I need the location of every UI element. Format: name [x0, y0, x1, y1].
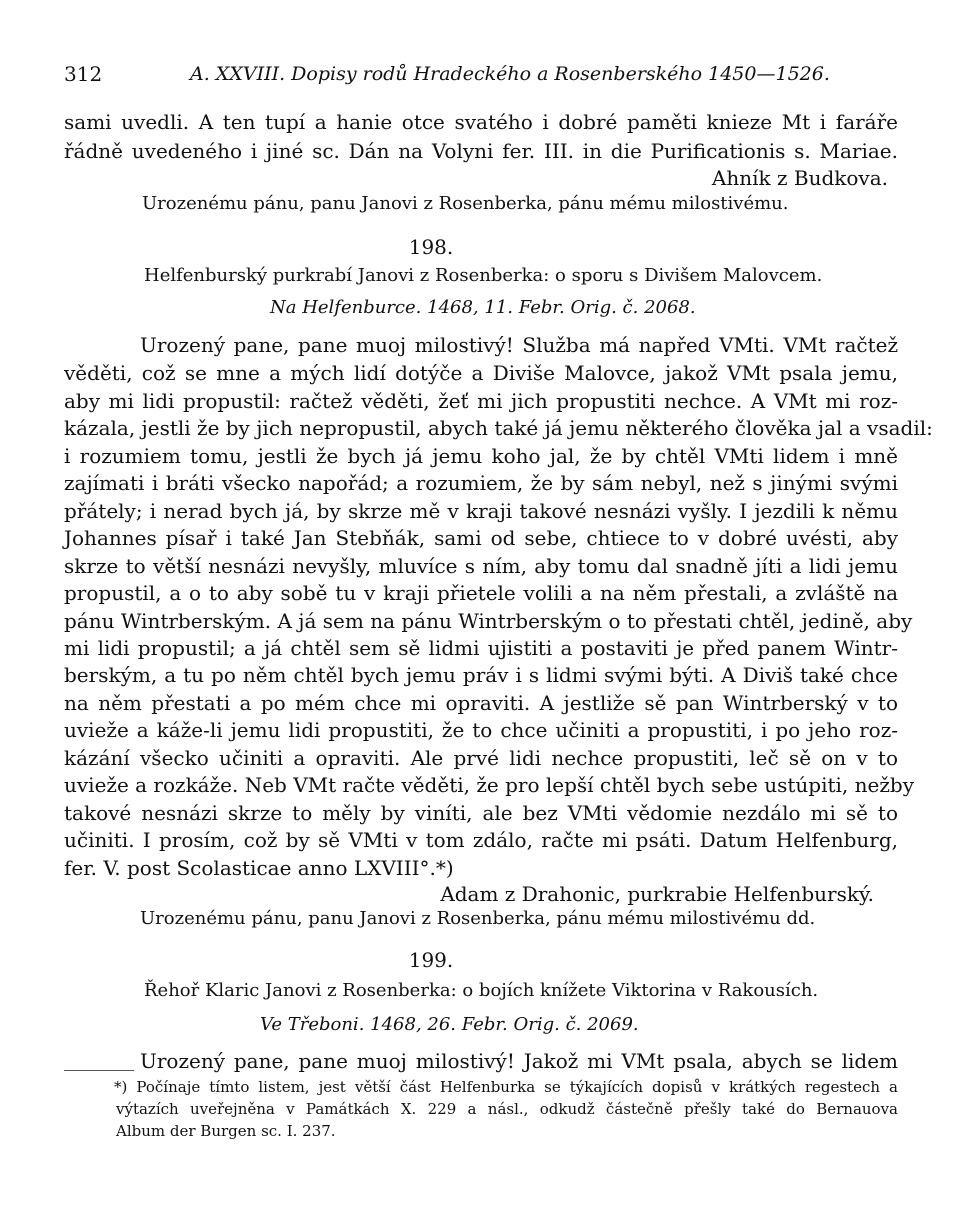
text-line: kázání všecko učiniti a opraviti. Ale prvé lidi nechce propustiti, leč sě on v to [64, 746, 898, 770]
text-line: na něm přestati a po mém chce mi opraviti. A jestliže sě pan Wintrberský v to [64, 691, 898, 715]
text-line: řádně uvedeného i jiné sc. Dán na Volyni fer. III. in die Purificationis s. Mariae. [64, 139, 898, 163]
letter-number: 198. [408, 235, 454, 259]
signature: Adam z Drahonic, purkrabie Helfenburský. [440, 882, 874, 906]
text-line: Johannes písař i také Jan Stebňák, sami od sebe, chtiece to v dobré uvésti, aby [64, 526, 898, 550]
letter-summary: Řehoř Klaric Janovi z Rosenberka: o bojích knížete Viktorina v Rakousích. [144, 980, 819, 1001]
address-line: Urozenému pánu, panu Janovi z Rosenberka, pánu mému milostivému. [142, 193, 789, 214]
text-line: berským, a tu po něm chtěl bych jemu práv i s lidmi svými býti. A Diviš také chce [64, 663, 898, 687]
letter-source: Ve Třeboni. 1468, 26. Febr. Orig. č. 2069. [260, 1014, 639, 1035]
address-line: Urozenému pánu, panu Janovi z Rosenberka, pánu mému milostivému dd. [140, 908, 816, 929]
text-line: skrze to větší nesnázi nevyšly, mluvíce s ním, aby tomu dal snadně jíti a lidi jemu [64, 554, 898, 578]
text-line: Urozený pane, pane muoj milostivý! Služba má napřed VMti. VMt račtež [140, 333, 898, 357]
text-line: aby mi lidi propustil: račtež věděti, žeť mi jich propustiti nechce. A VMt mi roz- [64, 389, 898, 413]
text-line: učiniti. I prosím, což by sě VMti v tom zdálo, račte mi psáti. Datum Helfenburg, [64, 828, 898, 852]
text-line: uvieže a rozkáže. Neb VMt račte věděti, že pro lepší chtěl bych sebe ustúpiti, nežby [64, 773, 914, 797]
letter-summary: Helfenburský purkrabí Janovi z Rosenberka: o sporu s Divišem Malovcem. [144, 265, 823, 286]
footnote-rule [64, 1070, 134, 1071]
book-page [64, 0, 933, 1208]
text-line: kázala, jestli že by jich nepropustil, abych také já jemu některého člověka jal a vsadil: [64, 416, 933, 440]
text-line: zajímati i bráti všecko napořád; a rozumiem, že by sám nebyl, než s jinými svými [64, 471, 898, 495]
text-line: věděti, což se mne a mých lidí dotýče a Diviše Malovce, jakož VMt psala jemu, [64, 361, 898, 385]
text-line: propustil, a o to aby sobě tu v kraji přietele volili a na něm přestali, a zvláště na [64, 581, 898, 605]
running-title: A. XXVIII. Dopisy rodů Hradeckého a Rosenberského 1450—1526. [190, 63, 830, 85]
letter-source: Na Helfenburce. 1468, 11. Febr. Orig. č. 2068. [270, 297, 696, 318]
text-line: i rozumiem tomu, jestli že bych já jemu koho jal, že by chtěl VMti lidem i mně [64, 444, 898, 468]
text-line: takové nesnázi skrze to měly by viníti, ale bez VMti vědomie nezdálo mi sě to [64, 801, 898, 825]
text-line: přátely; i nerad bych já, by skrze mě v kraji takové nesnázi vyšly. I jezdili k němu [64, 499, 898, 523]
page-number: 312 [64, 62, 103, 86]
signature: Ahník z Budkova. [711, 166, 888, 190]
text-line: uvieže a káže-li jemu lidi propustiti, že to chce učiniti a propustiti, i po jeho roz- [64, 718, 898, 742]
text-line: sami uvedli. A ten tupí a hanie otce svatého i dobré paměti knieze Mt i faráře [64, 110, 898, 134]
footnote-line: Album der Burgen sc. I. 237. [116, 1122, 336, 1140]
footnote-line: *) Počínaje tímto listem, jest větší část Helfenburka se týkajících dopisů v krátkých regestech a [114, 1078, 898, 1096]
text-line: pánu Wintrberským. A já sem na pánu Wintrberským o to přestati chtěl, jedině, aby [64, 609, 913, 633]
footnote-line: výtazích uveřejněna v Památkách X. 229 a násl., odkudž částečně přešly také do Bernauova [116, 1100, 898, 1118]
text-line: Urozený pane, pane muoj milostivý! Jakož mi VMt psala, abych se lidem [140, 1049, 898, 1073]
text-line: fer. V. post Scolasticae anno LXVIII°.*) [64, 856, 454, 880]
letter-number: 199. [408, 948, 454, 972]
text-line: mi lidi propustil; a já chtěl sem sě lidmi ujistiti a postaviti je před panem Wintr- [64, 636, 898, 660]
